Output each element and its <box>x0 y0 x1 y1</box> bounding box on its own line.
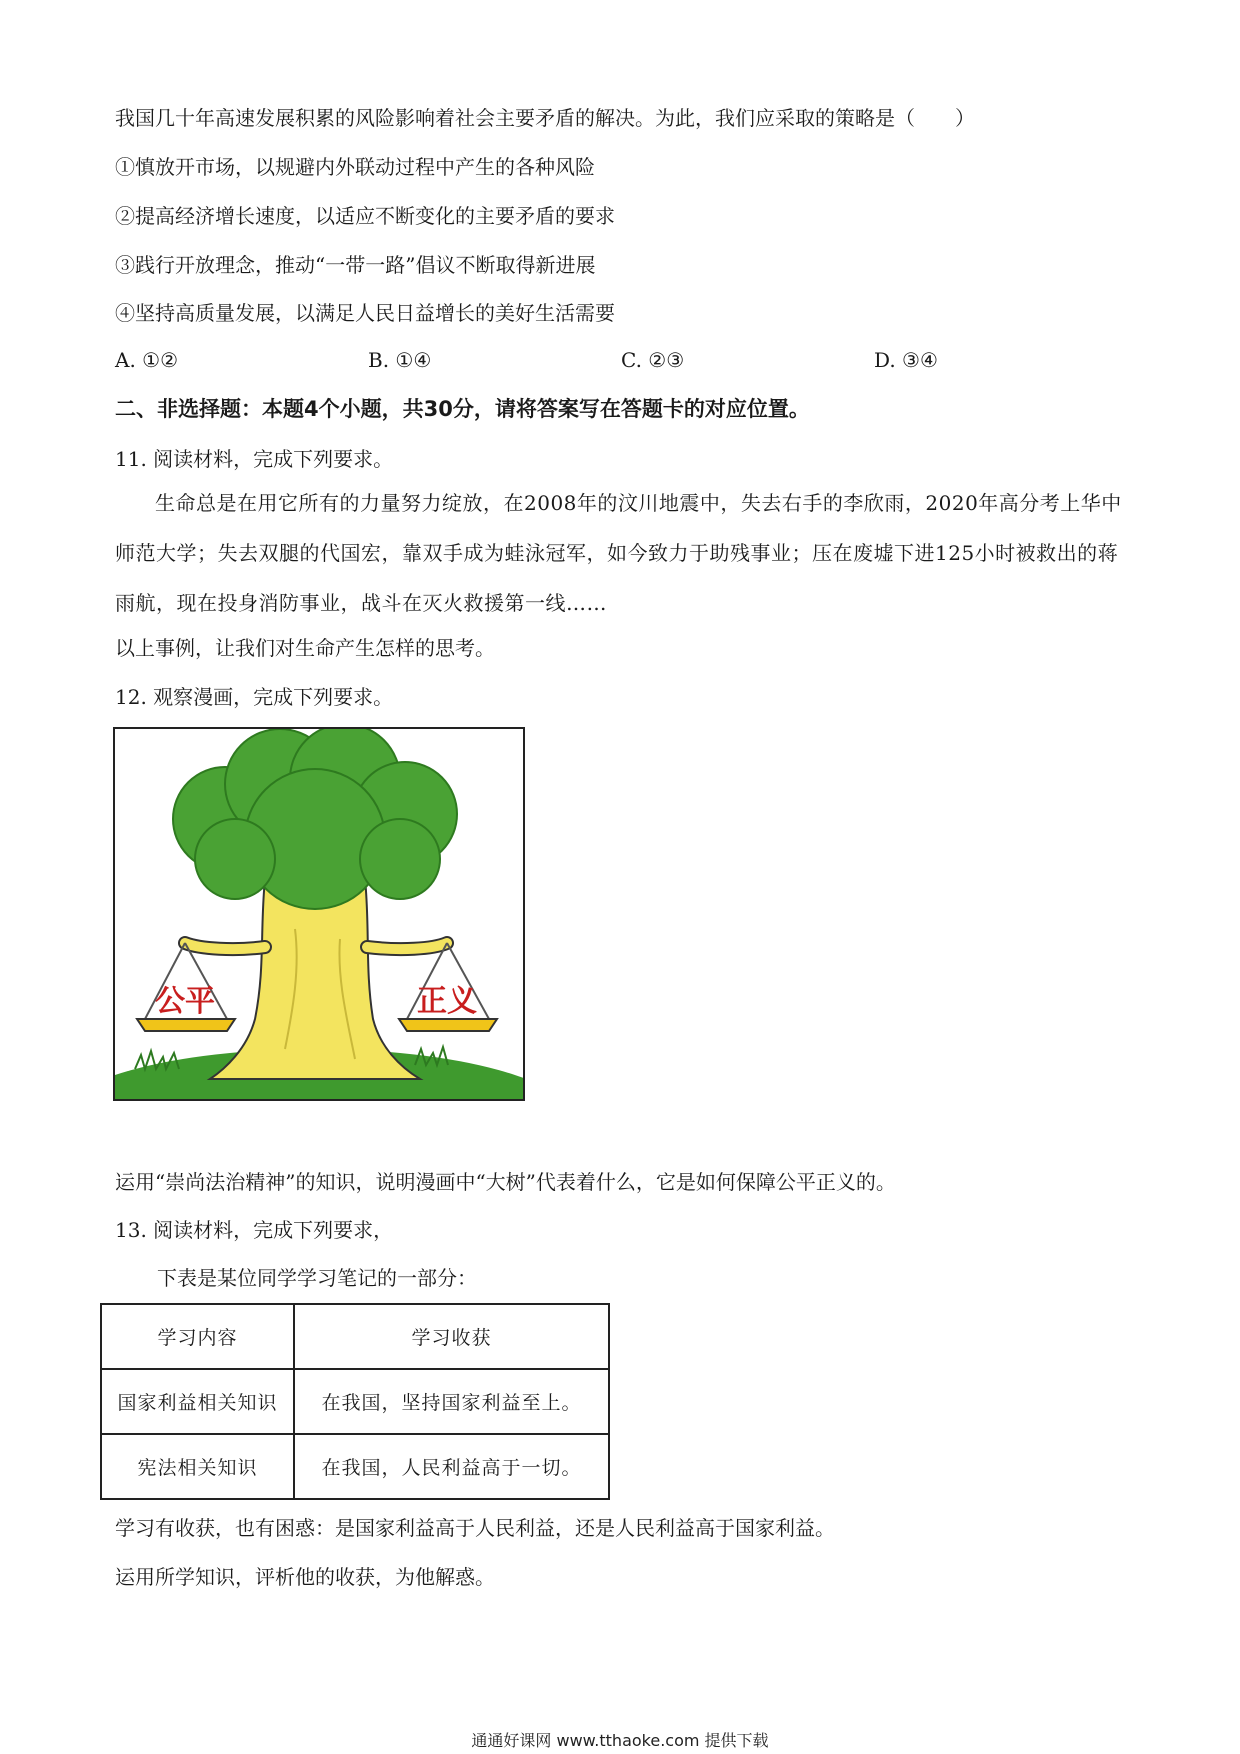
question-13-confusion: 学习有收获，也有困惑：是国家利益高于人民利益，还是人民利益高于国家利益。 <box>115 1516 835 1540</box>
choice-d: D. ③④ <box>874 348 938 372</box>
tree-scale-illustration <box>115 729 523 1099</box>
option-statement-1: ①慎放开市场，以规避内外联动过程中产生的各种风险 <box>115 155 595 179</box>
choice-a: A. ①② <box>115 348 179 372</box>
question-11-prompt: 以上事例，让我们对生命产生怎样的思考。 <box>115 636 495 660</box>
section-heading: 二、非选择题：本题4个小题，共30分，请将答案写在答题卡的对应位置。 <box>115 397 810 421</box>
question-12-prompt: 运用“崇尚法治精神”的知识，说明漫画中“大树”代表着什么，它是如何保障公平正义的。 <box>115 1170 896 1194</box>
right-scale-pan <box>399 943 497 1031</box>
question-11-material: 生命总是在用它所有的力量努力绽放，在2008年的汶川地震中，失去右手的李欣雨，2020年高分考上华中师范大学；失去双腿的代国宏，靠双手成为蛙泳冠军，如今致力于助残事业；压在废墟下进125小时被救出的蒋雨航，现在投身消防事业，战斗在灭火救援第一线…… <box>115 491 1122 615</box>
tree-foliage <box>173 729 457 909</box>
table-header-cell: 学习收获 <box>294 1304 609 1369</box>
table-cell: 国家利益相关知识 <box>101 1369 294 1434</box>
table-cell: 宪法相关知识 <box>101 1434 294 1499</box>
left-scale-pan <box>137 943 235 1031</box>
question-10-stem: 我国几十年高速发展积累的风险影响着社会主要矛盾的解决。为此，我们应采取的策略是（ ） <box>115 106 975 130</box>
table-row <box>101 1434 609 1499</box>
table-cell: 在我国，坚持国家利益至上。 <box>294 1369 609 1434</box>
question-11-title: 11. 阅读材料，完成下列要求。 <box>115 447 394 471</box>
table-header-row <box>101 1304 609 1369</box>
table-cell: 在我国，人民利益高于一切。 <box>294 1434 609 1499</box>
answer-choices <box>115 348 1015 376</box>
option-statement-3: ③践行开放理念，推动“一带一路”倡议不断取得新进展 <box>115 253 596 277</box>
table-row <box>101 1369 609 1434</box>
choice-c: C. ②③ <box>621 348 685 372</box>
question-12-title: 12. 观察漫画，完成下列要求。 <box>115 685 394 709</box>
table-header-cell: 学习内容 <box>101 1304 294 1369</box>
option-statement-2: ②提高经济增长速度，以适应不断变化的主要矛盾的要求 <box>115 204 615 228</box>
choice-b: B. ①④ <box>368 348 432 372</box>
question-13-intro: 下表是某位同学学习笔记的一部分： <box>157 1266 477 1290</box>
study-notes-table <box>100 1303 610 1500</box>
question-13-prompt: 运用所学知识，评析他的收获，为他解惑。 <box>115 1565 495 1589</box>
cartoon-image <box>113 727 525 1101</box>
page-footer: 通通好课网 www.tthaoke.com 提供下载 <box>471 1731 769 1750</box>
right-pan-label: 正义 <box>417 984 477 1019</box>
option-statement-4: ④坚持高质量发展，以满足人民日益增长的美好生活需要 <box>115 301 615 325</box>
question-13-title: 13. 阅读材料，完成下列要求， <box>115 1218 394 1242</box>
left-pan-label: 公平 <box>155 984 215 1019</box>
